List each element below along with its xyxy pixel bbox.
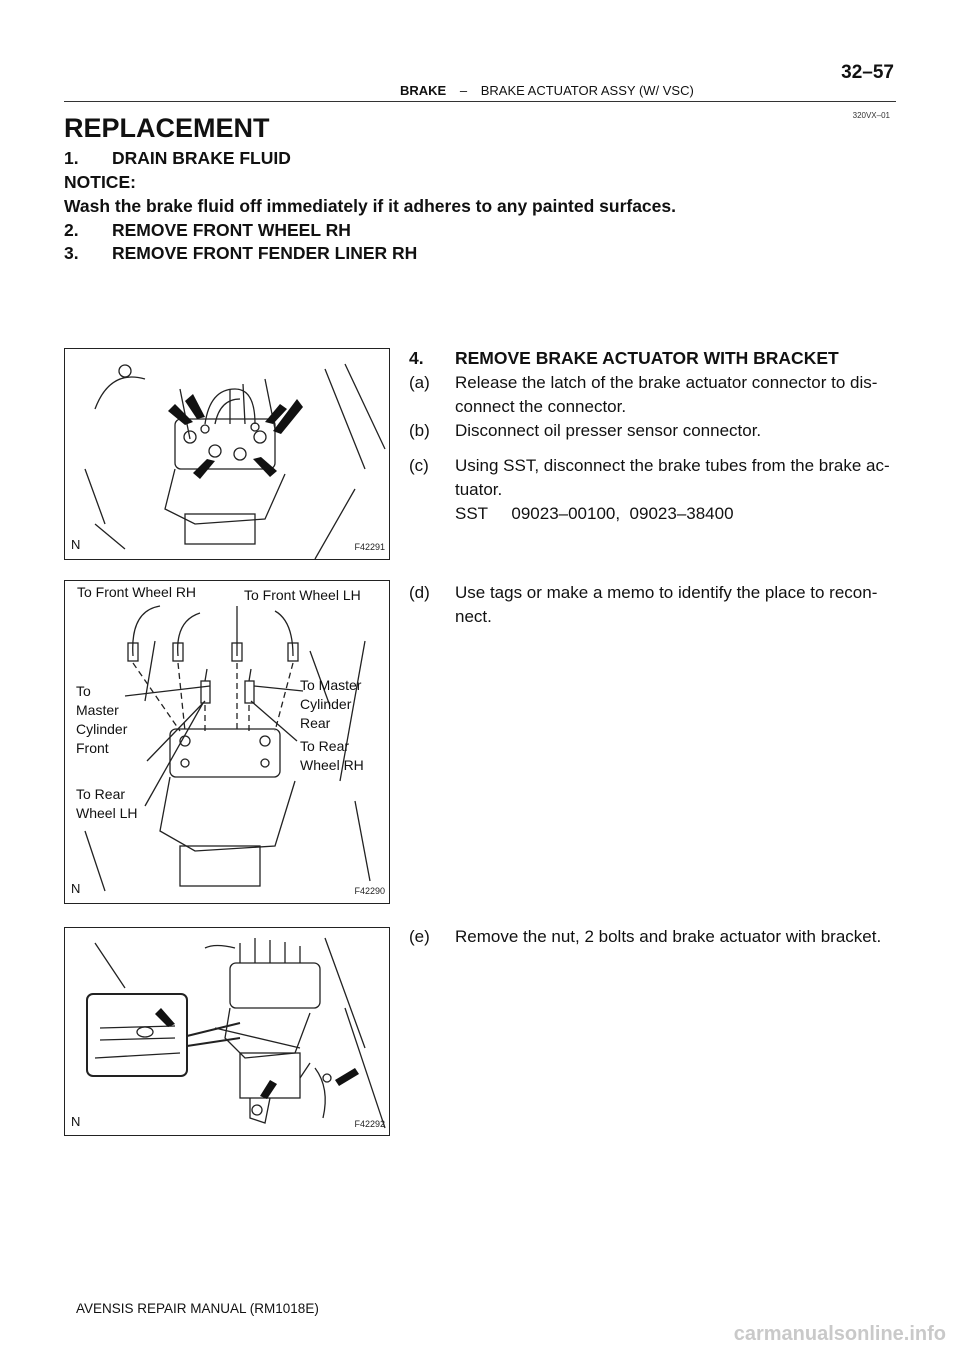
figure-f42291	[64, 348, 390, 560]
notice-label: NOTICE:	[64, 172, 136, 192]
header-rule	[64, 101, 896, 102]
header-dash: –	[459, 83, 468, 98]
step-text: REMOVE BRAKE ACTUATOR WITH BRACKET	[455, 348, 839, 368]
figure-code: F42290	[354, 886, 385, 896]
step-num: 3.	[64, 243, 79, 263]
figure-code: F42292	[354, 1119, 385, 1129]
substep-letter: (e)	[409, 927, 430, 946]
label-master-cylinder-front	[76, 682, 127, 758]
substep-e	[409, 927, 881, 947]
running-header	[400, 83, 694, 98]
label-line: To Rear	[300, 738, 350, 754]
label-rear-wheel-rh	[300, 737, 364, 775]
label-line: Wheel RH	[300, 757, 364, 773]
label-rear-wheel-lh	[76, 785, 137, 823]
step-text: REMOVE FRONT FENDER LINER RH	[112, 243, 418, 263]
substep-text: Release the latch of the brake actuator connector to dis-	[455, 373, 878, 392]
step-2	[64, 220, 351, 241]
header-subsection: BRAKE ACTUATOR ASSY (W/ VSC)	[480, 83, 694, 98]
watermark: carmanualsonline.info	[733, 1323, 946, 1345]
substep-text: Using SST, disconnect the brake tubes from the brake ac-	[455, 456, 890, 475]
substep-a	[409, 373, 877, 393]
substep-text: Use tags or make a memo to identify the place to recon-	[455, 583, 878, 602]
page-number: 32–57	[841, 62, 894, 83]
step-num: 1.	[64, 148, 79, 168]
label-line: Master	[76, 702, 119, 718]
substep-letter: (b)	[409, 421, 430, 440]
figure-north-mark: N	[71, 881, 81, 896]
substep-a-cont: connect the connector.	[455, 397, 627, 416]
substep-b	[409, 421, 761, 441]
page-footer: AVENSIS REPAIR MANUAL (RM1018E)	[76, 1301, 319, 1316]
figure-north-mark: N	[71, 537, 81, 552]
page-title: REPLACEMENT	[64, 113, 270, 143]
figure-code: F42291	[354, 542, 385, 552]
notice-text: Wash the brake fluid off immediately if it adheres to any painted surfaces.	[64, 196, 676, 216]
doc-code: 320VX–01	[852, 111, 890, 120]
header-section: BRAKE	[400, 83, 447, 98]
substep-letter: (a)	[409, 373, 430, 392]
bracket-removal-illustration	[65, 928, 389, 1135]
step-3	[64, 243, 417, 264]
label-line: Cylinder	[300, 696, 352, 712]
substep-c-cont: tuator.	[455, 480, 503, 499]
step-text: REMOVE FRONT WHEEL RH	[112, 220, 351, 240]
label-front-wheel-lh: To Front Wheel LH	[244, 587, 361, 603]
label-line: Wheel LH	[76, 805, 138, 821]
label-front-wheel-rh: To Front Wheel RH	[77, 584, 197, 600]
label-line: To Rear	[76, 786, 126, 802]
step-num: 2.	[64, 220, 79, 240]
label-master-cylinder-rear	[300, 676, 361, 733]
sst-numbers: SST 09023–00100, 09023–38400	[455, 504, 734, 523]
figure-f42290	[64, 580, 390, 904]
substep-d	[409, 583, 877, 603]
label-line: To	[76, 683, 91, 699]
figure-f42292	[64, 927, 390, 1136]
step-4	[409, 348, 839, 369]
label-line: Front	[76, 740, 109, 756]
substep-text: Remove the nut, 2 bolts and brake actuator with bracket.	[455, 927, 882, 946]
substep-letter: (c)	[409, 456, 429, 475]
substep-text: Disconnect oil presser sensor connector.	[455, 421, 762, 440]
step-text: DRAIN BRAKE FLUID	[112, 148, 291, 168]
label-line: Cylinder	[76, 721, 128, 737]
figure-north-mark: N	[71, 1114, 81, 1129]
label-line: To Master	[300, 677, 362, 693]
substep-letter: (d)	[409, 583, 430, 602]
substep-c	[409, 456, 890, 476]
substep-d-cont: nect.	[455, 607, 492, 626]
step-1	[64, 148, 291, 169]
actuator-tubes-illustration	[65, 349, 389, 559]
step-num: 4.	[409, 348, 424, 368]
label-line: Rear	[300, 715, 331, 731]
